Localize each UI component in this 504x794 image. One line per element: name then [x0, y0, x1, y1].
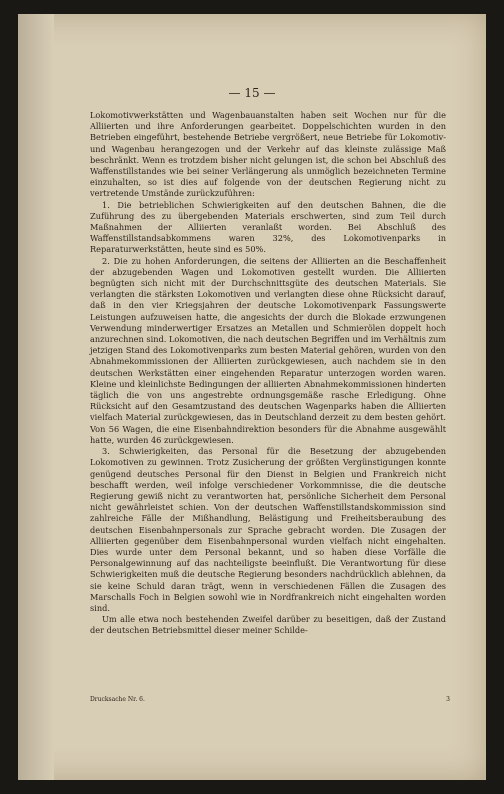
footer-sheet-number: 3 [446, 696, 450, 703]
paragraph: 3. Schwierigkeiten, das Personal für die Besetzung der abzugebenden Lokomotiven zu gewinnen. Trotz Zusicherung der größten Vergünstigungen konnte genügend deutsches Personal für den Dienst in Belgien und Frankreich nicht beschafft werden, weil infolge verschiedener Vorkommnisse, die die deutsche Regierung gewiß nicht zu verantworten hat, persönliche Sicherheit dem Personal nicht gewährleistet schien. Von der deutschen Waffenstillstandskommission sind zahlreiche Fälle der Mißhandlung, Belästigung und Freiheitsberaubung des deutschen Eisenbahnpersonals zur Sprache gebracht worden. Die Zusagen der Alliierten gegenüber dem Eisenbahnpersonal wurden vielfach nicht eingehalten. Dies wurde unter dem Personal bekannt, und so haben diese Vorfälle die Personalgewinnung auf das nachteiligste beeinflußt. Die Verantwortung für diese Schwierigkeiten muß die deutsche Regierung besonders nachdrücklich ablehnen, da sie keine Schuld daran trägt, wenn in verschiedenen Fällen die Zusagen des Marschalls Foch in Belgien sowohl wie in Nordfrankreich nicht eingehalten worden sind. [90, 446, 446, 613]
document-page [18, 14, 486, 780]
page-footer [90, 696, 450, 703]
paragraph: 2. Die zu hohen Anforderungen, die seitens der Alliierten an die Beschaffenheit der abzugebenden Wagen und Lokomotiven gestellt wurden. Die Alliierten begnügten sich nicht mit der Durchschnittsgüte des deutschen Materials. Sie verlangten die stärksten Lokomotiven und verlangten diese ohne Rücksicht darauf, daß in den vier Kriegsjahren der deutsche Lokomotivenpark Fassungswerte Leistungen aufzuweisen hatte, die angesichts der durch die Blokade erzwungenen Verwendung minderwertiger Ersatzes an Metallen und Schmierölen doppelt hoch anzurechnen sind. Lokomotiven, die nach deutschen Begriffen und im Verhältnis zum jetzigen Stand des Lokomotivenparks zum besten Material gehören, wurden von den Abnahmekommissionen der Alliierten zurückgewiesen, auch nachdem sie in den deutschen Werkstätten einer eingehenden Reparatur unterzogen worden waren. Kleine und kleinlichste Bedingungen der alliierten Abnahmekommissionen hinderten täglich die von uns angestrebte ordnungsgemäße rasche Erledigung. Ohne Rücksicht auf den Gesamtzustand des deutschen Wagenparks haben die Alliierten vielfach Material zurückgewiesen, das in Deutschland derzeit zu dem besten gehört. Von 56 Wagen, die eine Eisenbahndirektion besonders für die Abnahme ausgewählt hatte, wurden 46 zurückgewiesen. [90, 255, 446, 445]
page-gutter [18, 14, 54, 780]
paragraph: Um alle etwa noch bestehenden Zweifel darüber zu beseitigen, daß der Zustand der deutschen Betriebsmittel dieser meiner Schilde- [90, 614, 446, 636]
paragraph: Lokomotivwerkstätten und Wagenbauanstalten haben seit Wochen nur für die Alliierten und ihre Anforderungen gearbeitet. Doppelschichten wurden in den Betrieben eingeführt, bestehende Betriebe vergrößert, neue Betriebe für Lokomotiv- und Wagenbau herangezogen und der Verkehr auf das kleinste zulässige Maß beschränkt. Wenn es trotzdem bisher nicht gelungen ist, die schon bei Abschluß des Waffenstillstandes wie bei seiner Verlängerung als unmöglich bezeichneten Termine einzuhalten, so ist dies auf folgende von der deutschen Regierung nicht zu vertretende Umstände zurückzuführen: [90, 110, 446, 199]
body-text [90, 110, 446, 637]
footer-signature-mark: Drucksache Nr. 6. [90, 696, 145, 703]
page-number: — 15 — [228, 86, 276, 100]
paragraph: 1. Die betrieblichen Schwierigkeiten auf den deutschen Bahnen, die die Zuführung des zu übergebenden Materials erschwerten, sind zum Teil durch Maßnahmen der Alliierten veranlaßt worden. Bei Abschluß des Waffenstillstandsabkommens waren 32%, des Lokomotivenparks in Reparaturwerkstätten, heute sind es 50%. [90, 199, 446, 255]
